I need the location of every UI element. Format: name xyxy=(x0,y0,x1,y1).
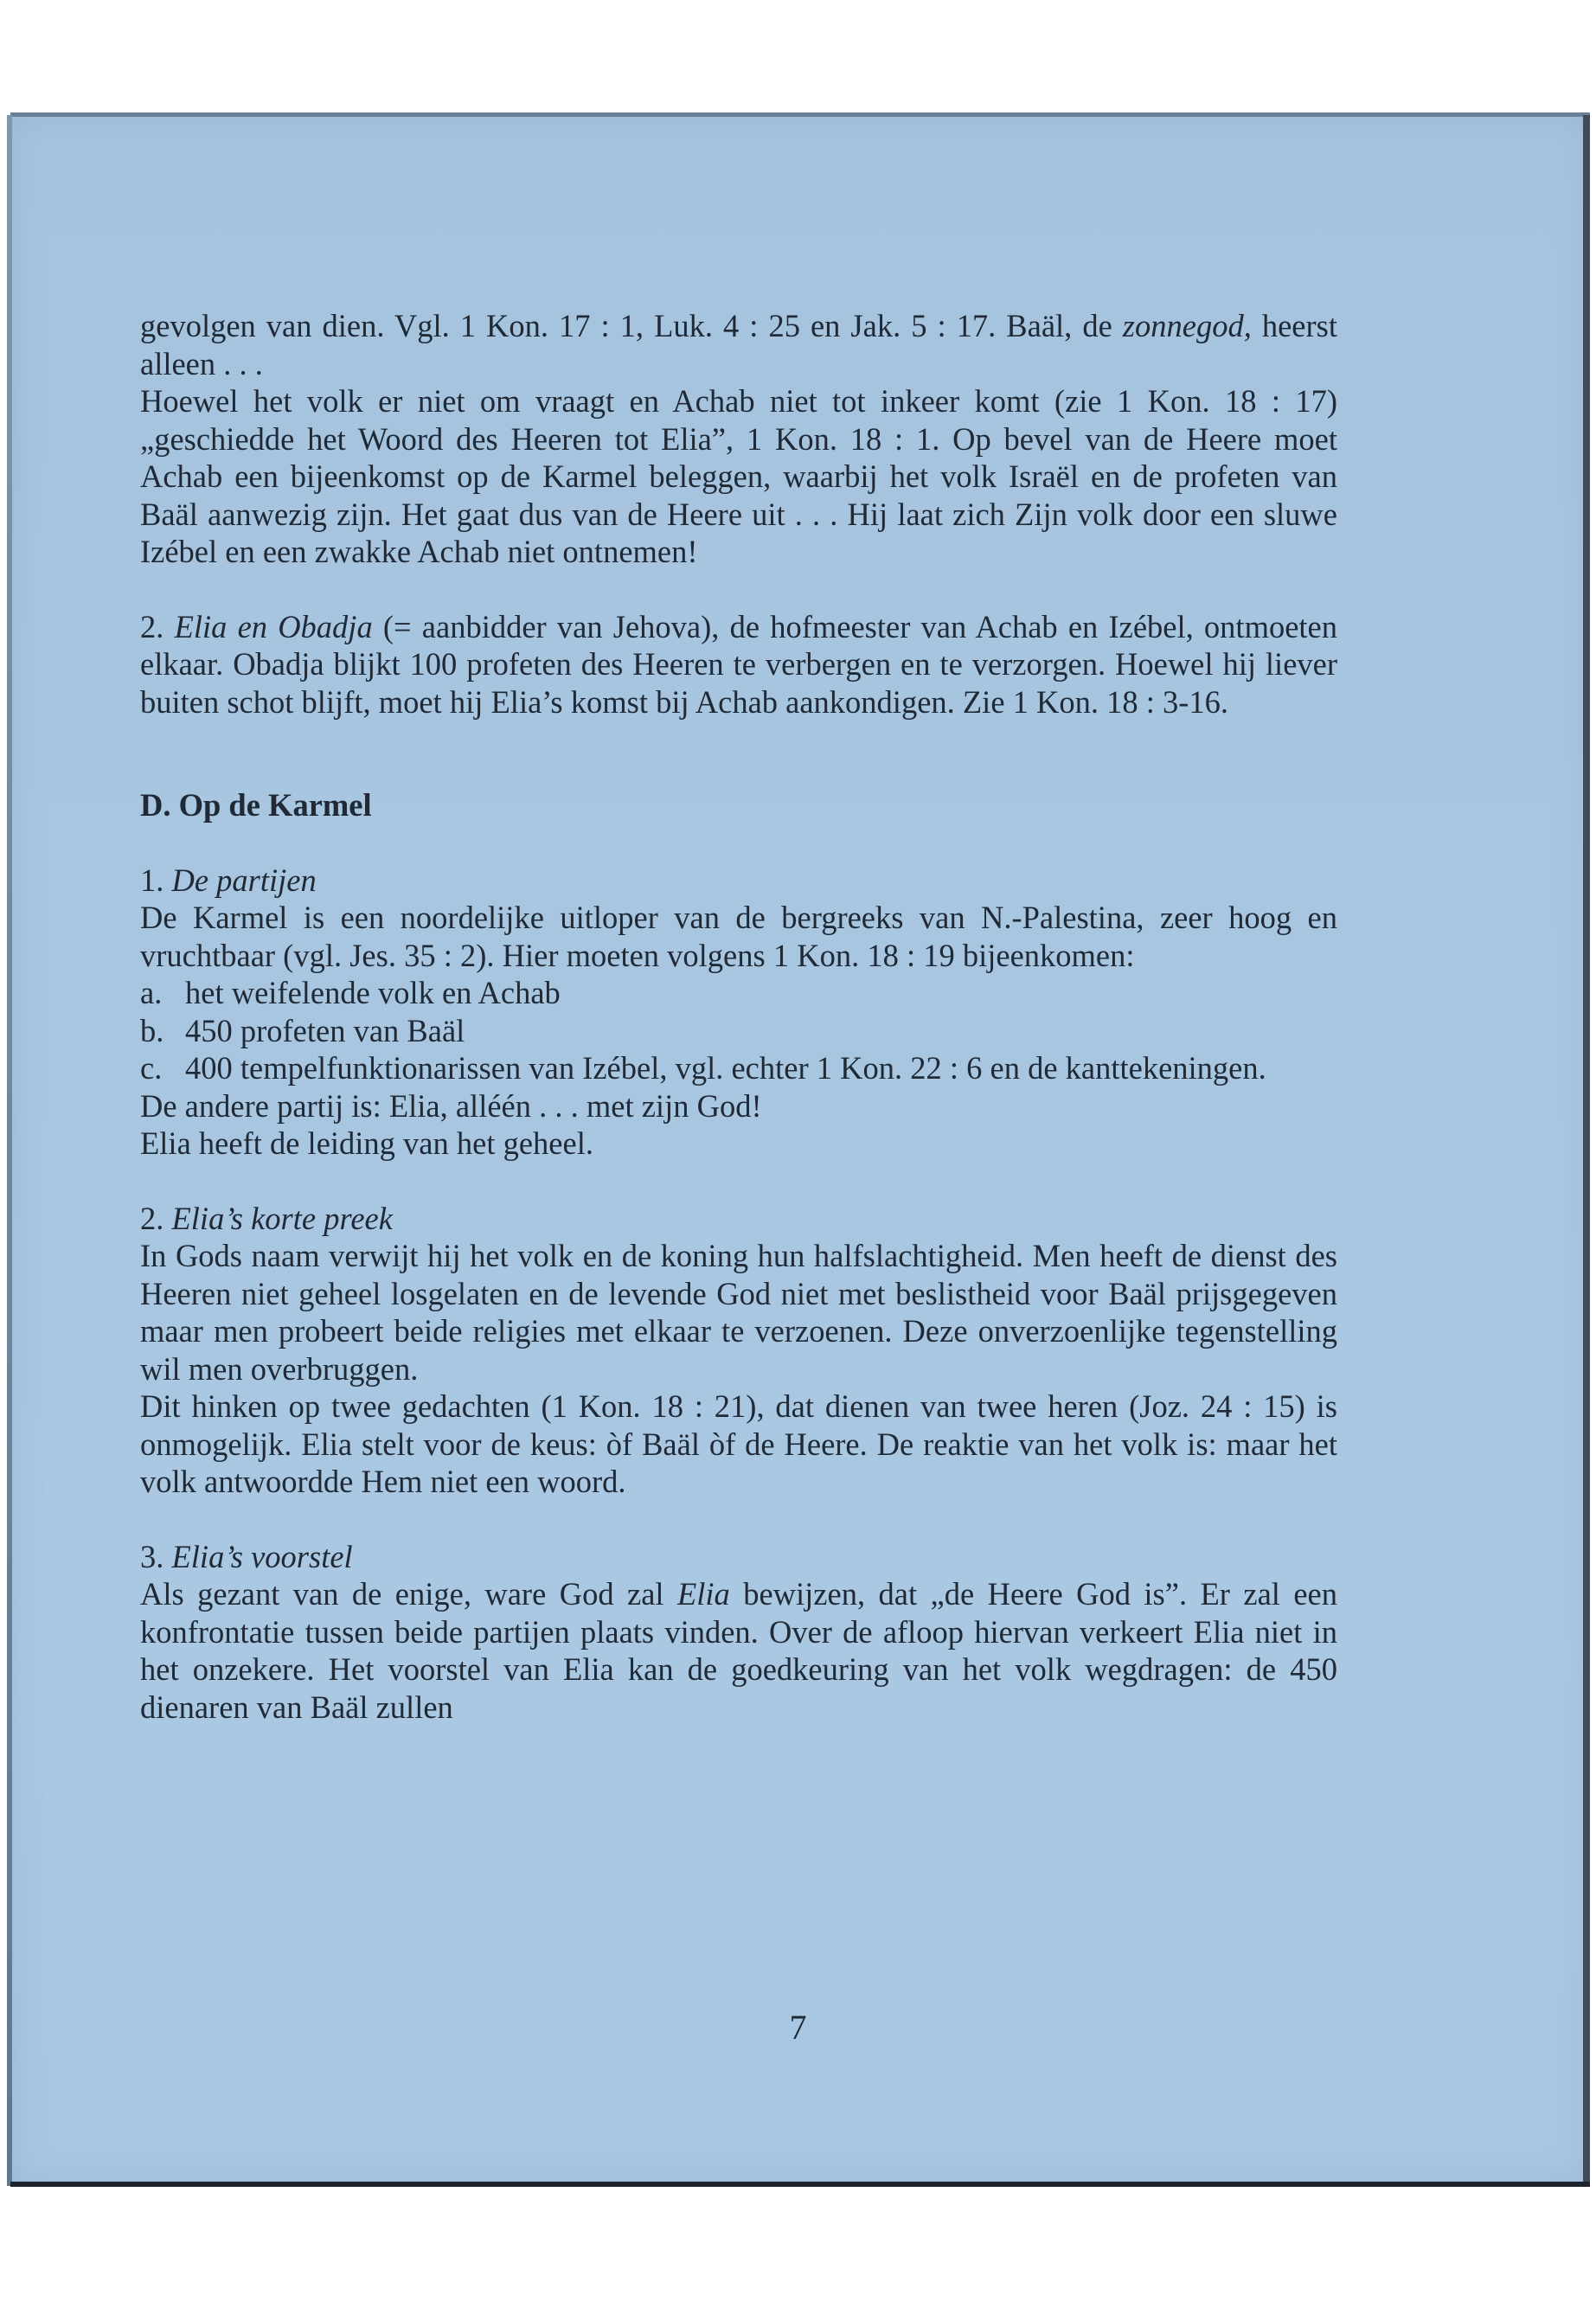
subsection-title-preek xyxy=(140,1200,1337,1238)
item-number: 1. xyxy=(140,862,164,898)
paragraph-voorstel xyxy=(140,1575,1337,1726)
list-marker: c. xyxy=(140,1050,163,1086)
item-number: 3. xyxy=(140,1538,164,1574)
list-item-text: het weifelende volk en Achab xyxy=(185,975,561,1010)
paragraph-karmel: De Karmel is een noordelijke uitloper van de bergreeks van N.-Palestina, zeer hoog en vruchtbaar (vgl. Jes. 35 : 2). Hier moeten volgens 1 Kon. 18 : 19 bijeenkomen: xyxy=(140,900,1337,973)
text-run: heerst alleen . . . xyxy=(140,308,1337,381)
italic-term: zonnegod, xyxy=(1122,308,1252,343)
list-item xyxy=(140,1049,1337,1087)
text-run: Als gezant van de enige, ware God zal xyxy=(140,1576,677,1612)
paragraph-leading: Elia heeft de leiding van het geheel. xyxy=(140,1125,593,1161)
item-number: 2. xyxy=(140,1200,164,1236)
list-item xyxy=(140,1012,1337,1050)
subsection-title-voorstel xyxy=(140,1538,1337,1576)
page-top-edge xyxy=(10,112,1590,117)
italic-title: Elia’s voorstel xyxy=(171,1538,353,1574)
list-item-text: 450 profeten van Baäl xyxy=(185,1012,465,1048)
text-run: bewijzen, dat „de Heere God is”. Er zal een konfrontatie tussen beide partijen plaats vinden. Over de afloop hiervan verkeert Elia niet in het onzekere. Het voorstel van Elia kan de goedkeuring van het volk wegdragen: de 450 dienaren van Baäl zullen xyxy=(140,1576,1337,1725)
italic-title: De partijen xyxy=(171,862,317,898)
list-marker: a. xyxy=(140,975,163,1010)
text-run: (= aanbidder van Jehova), de hofmeester van Achab en Izébel, ontmoeten elkaar. Obadja blijkt 100 profeten des Heeren te verbergen en te verzorgen. Hoewel hij liever buiten schot blijft, moet hij Elia’s komst bij Achab aankondigen. Zie 1 Kon. 18 : 3-16. xyxy=(140,608,1338,720)
list-marker: b. xyxy=(140,1012,164,1048)
item-number: 2. xyxy=(140,608,164,644)
list-item xyxy=(140,974,1337,1012)
italic-term: Elia xyxy=(676,1576,730,1612)
paragraph-other-party: De andere partij is: Elia, alléén . . . met zijn God! xyxy=(140,1087,762,1124)
paragraph-preek-1: In Gods naam verwijt hij het volk en de koning hun halfslachtigheid. Men heeft de dienst des Heeren niet geheel losgelaten en de levende God niet met beslistheid voor Baäl prijsgegeven maar men probeert beide religies met elkaar te verzoenen. Deze onverzoenlijke tegenstelling wil men overbruggen. xyxy=(140,1238,1337,1387)
italic-title: Elia en Obadja xyxy=(174,608,373,644)
page-bottom-edge xyxy=(10,2182,1590,2187)
paragraph-elia-obadja xyxy=(140,608,1337,721)
parties-list xyxy=(140,974,1337,1087)
page-left-edge xyxy=(7,115,12,2186)
text-run: gevolgen van dien. Vgl. 1 Kon. 17 : 1, Luk. 4 : 25 en Jak. 5 : 17. Baäl, de xyxy=(140,308,1123,343)
page-number: 7 xyxy=(789,2008,807,2047)
section-heading: D. Op de Karmel xyxy=(140,787,372,823)
paragraph-word-of-lord: Hoewel het volk er niet om vraagt en Achab niet tot inkeer komt (zie 1 Kon. 18 : 17) „geschiedde het Woord des Heeren tot Elia”, 1 Kon. 18 : 1. Op bevel van de Heere moet Achab een bijeenkomst op de Karmel beleggen, waarbij het volk Israël en de profeten van Baäl aanwezig zijn. Het gaat dus van de Heere uit . . . Hij laat zich Zijn volk door een sluwe Izébel en een zwakke Achab niet ontnemen! xyxy=(140,383,1337,569)
paragraph-continuation xyxy=(140,307,1337,382)
italic-title: Elia’s korte preek xyxy=(171,1200,393,1236)
page-right-edge xyxy=(1583,115,1590,2186)
list-item-text: 400 tempelfunktionarissen van Izébel, vgl. echter 1 Kon. 22 : 6 en de kanttekeningen. xyxy=(185,1050,1266,1086)
subsection-title-partijen xyxy=(140,862,1337,900)
page-text xyxy=(140,307,1337,1726)
paragraph-preek-2: Dit hinken op twee gedachten (1 Kon. 18 : 21), dat dienen van twee heren (Joz. 24 : 15) is onmogelijk. Elia stelt voor de keus: òf Baäl òf de Heere. De reaktie van het volk is: maar het volk antwoordde Hem niet een woord. xyxy=(140,1388,1337,1499)
